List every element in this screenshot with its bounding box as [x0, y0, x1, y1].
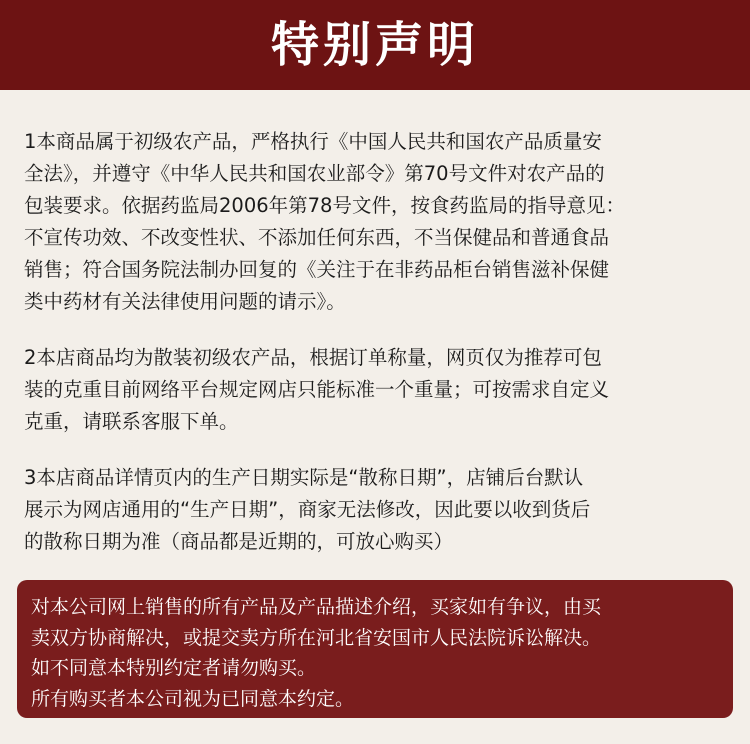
notice-line: 所有购买者本公司视为已同意本约定。: [31, 687, 355, 710]
paragraph-line: 装的克重目前网络平台规定网店只能标准一个重量；可按需求自定义: [24, 378, 610, 401]
paragraph-line: 销售；符合国务院法制办回复的《关注于在非药品柜台销售滋补保健: [24, 258, 610, 281]
paragraph-line: 的散称日期为准（商品都是近期的，可放心购买）: [24, 530, 454, 553]
notice-line: 对本公司网上销售的所有产品及产品描述介绍，买家如有争议，由买: [31, 596, 602, 618]
paragraph-line: 克重，请联系客服下单。: [24, 410, 239, 433]
paragraph-line: 3本店商品详情页内的生产日期实际是“散称日期”，店铺后台默认: [24, 466, 584, 489]
paragraph-line: 1本商品属于初级农产品，严格执行《中国人民共和国农产品质量安: [24, 130, 602, 153]
page-title: 特别声明: [270, 17, 479, 73]
statement-paragraph-2: [24, 342, 734, 438]
special-notice-box: [17, 580, 733, 718]
paragraph-line: 不宣传功效、不改变性状、不添加任何东西，不当保健品和普通食品: [24, 226, 610, 249]
statement-paragraph-3: [24, 462, 734, 558]
header-banner: [0, 0, 750, 90]
paragraph-line: 包装要求。依据药监局2006年第78号文件，按食药监局的指导意见：: [24, 194, 625, 217]
paragraph-line: 2本店商品均为散装初级农产品，根据订单称量，网页仅为推荐可包: [24, 346, 602, 369]
statement-paragraph-1: [24, 126, 734, 318]
notice-line: 如不同意本特别约定者请勿购买。: [31, 657, 317, 679]
paragraph-line: 全法》，并遵守《中华人民共和国农业部令》第70号文件对农产品的: [24, 162, 605, 185]
paragraph-line: 类中药材有关法律使用问题的请示》。: [24, 290, 346, 313]
notice-line: 卖双方协商解决，或提交卖方所在河北省安国市人民法院诉讼解决。: [31, 626, 602, 649]
paragraph-line: 展示为网店通用的“生产日期”，商家无法修改，因此要以收到货后: [24, 498, 591, 521]
